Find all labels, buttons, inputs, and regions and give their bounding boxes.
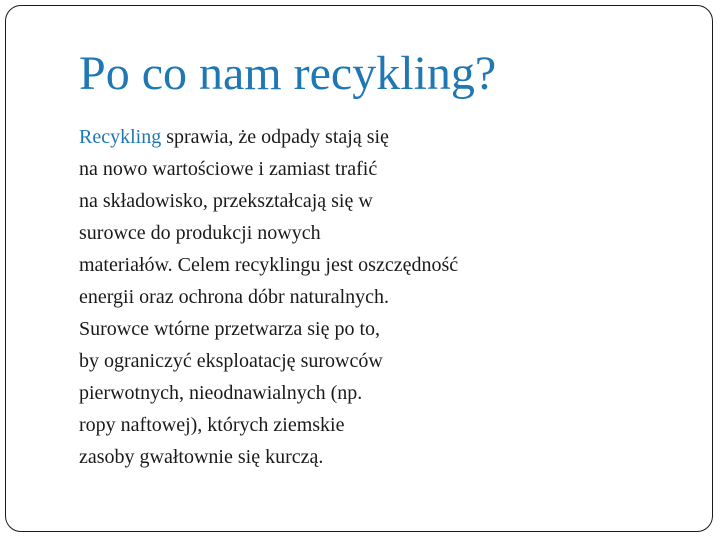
body-line-9: pierwotnych, nieodnawialnych (np. <box>79 382 363 404</box>
body-line-3: na składowisko, przekształcają się w <box>79 190 373 212</box>
body-line-10: ropy naftowej), których ziemskie <box>79 414 345 436</box>
slide-title: Po co nam recykling? <box>79 47 497 100</box>
highlight-word: Recykling <box>79 126 162 148</box>
body-line-11: zasoby gwałtownie się kurczą. <box>79 446 324 468</box>
body-line-7: Surowce wtórne przetwarza się po to, <box>79 318 380 340</box>
body-line-1 <box>79 121 458 153</box>
slide-body <box>79 121 458 473</box>
body-line-5: materiałów. Celem recyklingu jest oszczędność <box>79 254 459 276</box>
body-line-2: na nowo wartościowe i zamiast trafić <box>79 158 378 180</box>
body-line-8: by ograniczyć eksploatację surowców <box>79 350 383 372</box>
body-line-6: energii oraz ochrona dóbr naturalnych. <box>79 286 390 308</box>
body-line-1-text: sprawia, że odpady stają się <box>161 126 389 148</box>
body-line-4: surowce do produkcji nowych <box>79 222 321 244</box>
slide-frame <box>5 5 713 532</box>
